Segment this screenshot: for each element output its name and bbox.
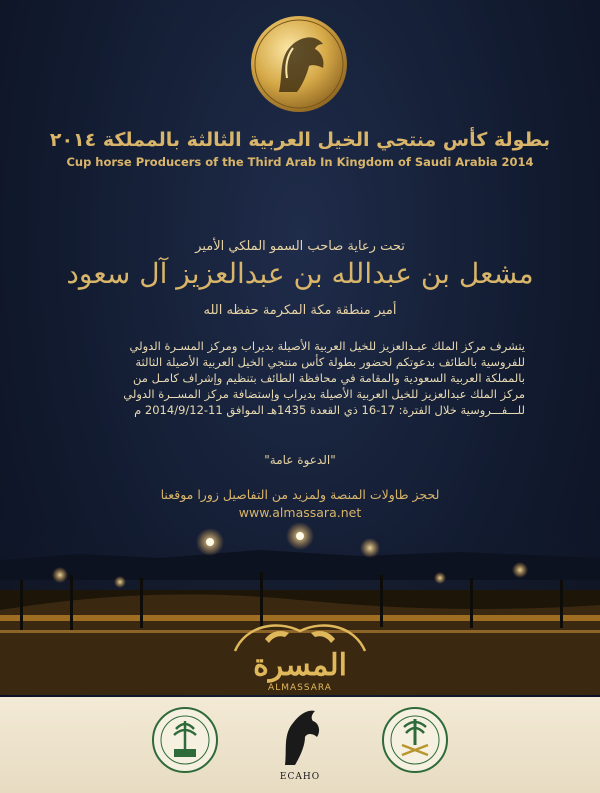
invitation-body bbox=[70, 338, 525, 418]
body-line: مركز الملك عبدالعزيز للخيل العربية الأصيلة بديراب وإستضافة مركز المســرة الدولي bbox=[123, 387, 525, 401]
king-abdulaziz-center-emblem-icon bbox=[150, 705, 220, 775]
patronage-line: تحت رعاية صاحب السمو الملكي الأمير bbox=[195, 239, 405, 254]
body-line: للفروسية بالطائف بدعوتكم لحضور بطولة كأس منتجي الخيل العربية الأصيلة الثالثة bbox=[135, 355, 525, 369]
patron-name: مشعل بن عبدالله بن عبدالعزيز آل سعود bbox=[66, 257, 534, 290]
patron-title: أمير منطقة مكة المكرمة حفظه الله bbox=[203, 303, 397, 318]
body-line: يتشرف مركز الملك عبـدالعزيز للخيل العربية الأصيلة بديراب ومركز المسـرة الدولي bbox=[129, 339, 525, 353]
brand-name-ar: المسرة bbox=[253, 648, 347, 683]
body-line: بالمملكة العربية السعودية والمقامة في محافظة الطائف بتنظيم وإشراف كامـل من bbox=[133, 371, 525, 385]
booking-text: لحجز طاولات المنصة ولمزيد من التفاصيل زورا موقعنا bbox=[160, 487, 440, 502]
championship-title-en: Cup horse Producers of the Third Arab In Kingdom of Saudi Arabia 2014 bbox=[66, 155, 534, 169]
championship-title-ar: بطولة كأس منتجي الخيل العربية الثالثة بالمملكة ٢٠١٤ bbox=[49, 129, 551, 151]
ecaho-label: ECAHO bbox=[279, 772, 321, 782]
ecaho-horse-icon bbox=[265, 699, 335, 769]
body-line: للـــفـــروسية خلال الفترة: 17-16 ذي القعدة 1435هـ الموافق 11-2014/9/12 م bbox=[134, 403, 525, 417]
saudi-palm-swords-emblem-icon bbox=[380, 705, 450, 775]
brand-name-en: ALMASSARA bbox=[268, 683, 332, 693]
almassara-logo bbox=[0, 617, 600, 693]
golden-horse-head-icon bbox=[249, 14, 349, 114]
website-link[interactable]: www.almassara.net bbox=[238, 505, 362, 520]
public-invitation-note: "الدعوة عامة" bbox=[264, 453, 336, 467]
